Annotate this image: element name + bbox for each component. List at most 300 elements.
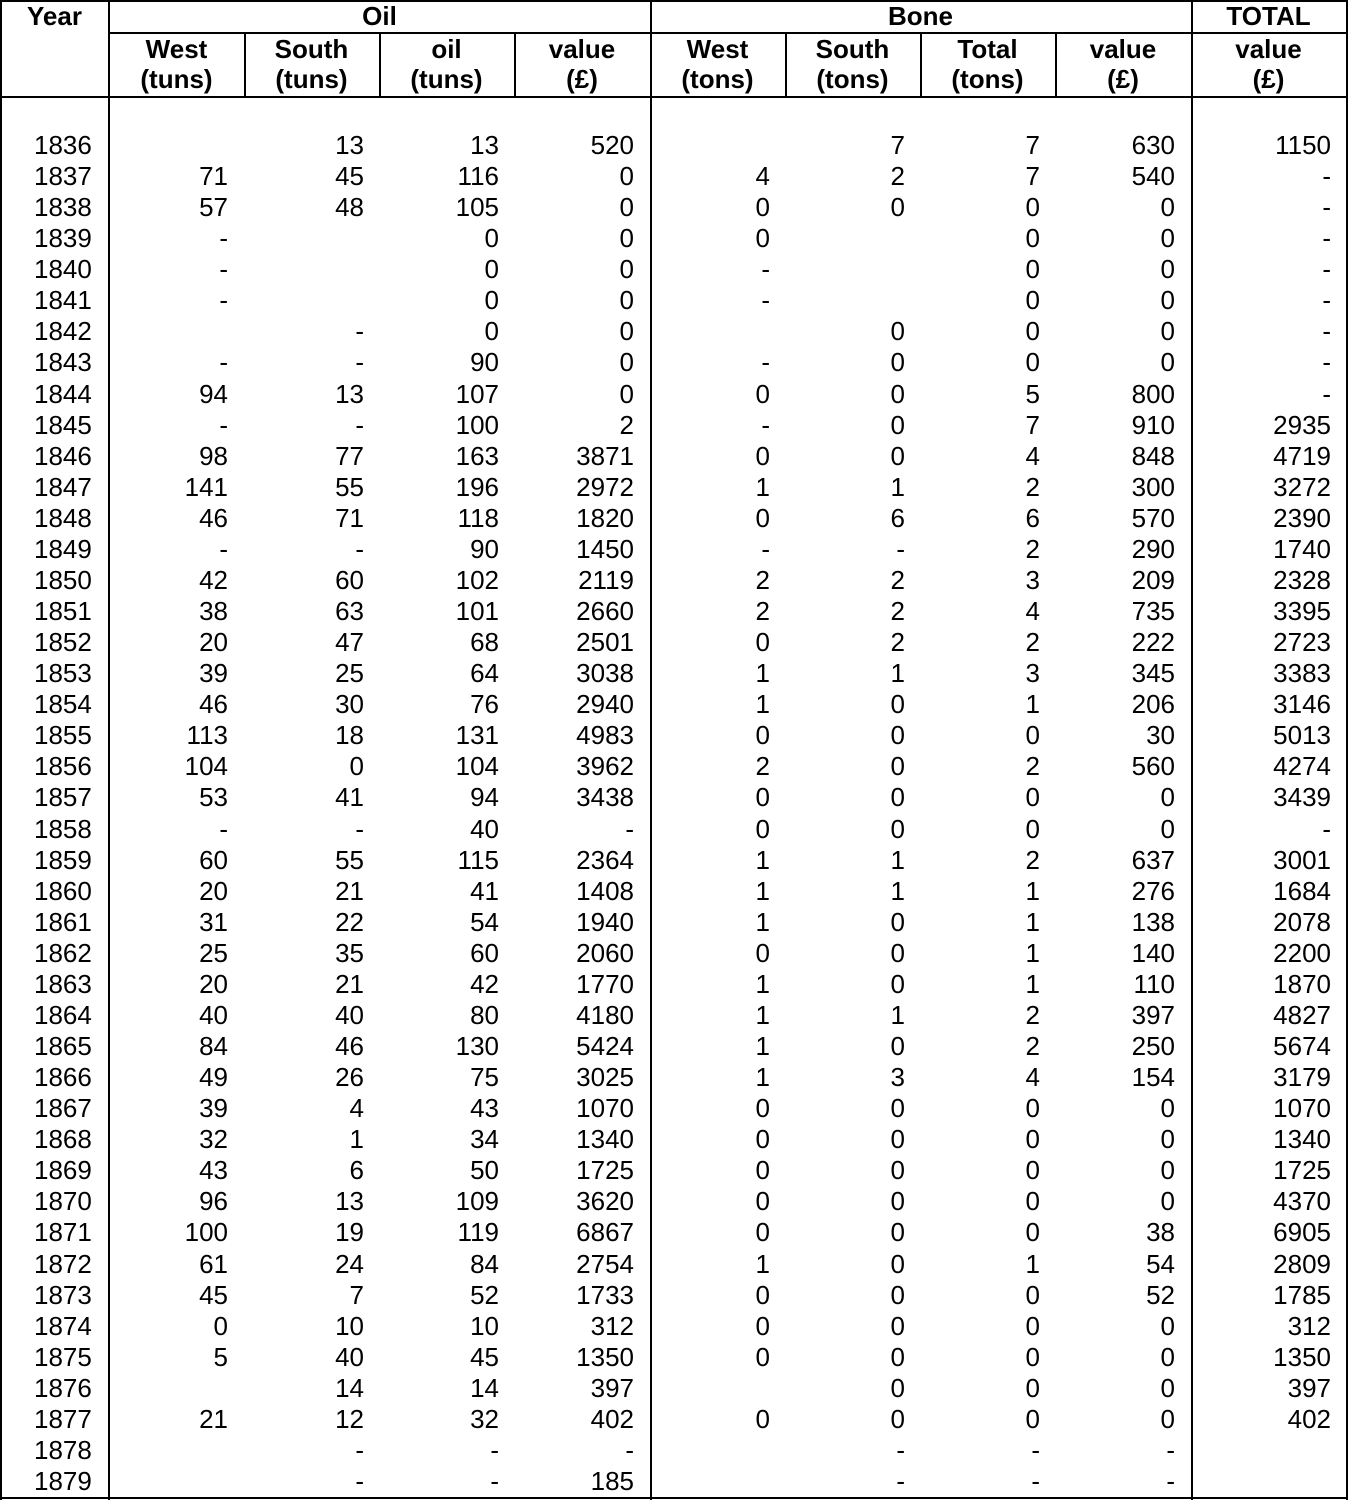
bone-value-cell: 250 bbox=[1131, 1031, 1175, 1062]
bone-total-cell: 2 bbox=[1025, 627, 1040, 658]
year-cell: 1863 bbox=[34, 968, 92, 999]
year-cell: 1864 bbox=[34, 999, 92, 1030]
year-cell: 1847 bbox=[34, 471, 92, 502]
oil-value-cell: 3620 bbox=[576, 1186, 634, 1217]
bone-south-cell: 1 bbox=[890, 844, 905, 875]
bone-total-cell: 1 bbox=[1025, 1248, 1040, 1279]
year-cell: 1861 bbox=[34, 906, 92, 937]
bone-south-cell: 1 bbox=[890, 471, 905, 502]
oil-total-cell: 116 bbox=[457, 161, 499, 192]
bone-total-cell: 7 bbox=[1025, 409, 1040, 440]
oil-total-cell: - bbox=[490, 1434, 499, 1465]
bone-south-cell: 0 bbox=[890, 1248, 905, 1279]
total-value-cell: - bbox=[1322, 254, 1331, 285]
oil-south-cell: 1 bbox=[349, 1124, 364, 1155]
bone-value-cell: 154 bbox=[1131, 1062, 1175, 1093]
oil-total-cell: 32 bbox=[470, 1403, 499, 1434]
bone-total-header bbox=[920, 34, 1055, 94]
bone-total-cell: 0 bbox=[1025, 1155, 1040, 1186]
bone-west-cell: 0 bbox=[755, 502, 770, 533]
oil-total-cell: 52 bbox=[470, 1279, 499, 1310]
bone-value-cell: 0 bbox=[1160, 782, 1175, 813]
total-value-cell: 1785 bbox=[1273, 1279, 1331, 1310]
bone-value-cell: - bbox=[1166, 1466, 1175, 1496]
oil-value-cell: 312 bbox=[590, 1310, 634, 1341]
oil-value-cell: 397 bbox=[590, 1372, 634, 1403]
oil-total-cell: - bbox=[490, 1466, 499, 1496]
oil-value-header-line1: value bbox=[548, 34, 616, 64]
year-cell: 1844 bbox=[34, 378, 92, 409]
total-value-cell: 312 bbox=[1287, 1310, 1331, 1341]
oil-value-cell: 185 bbox=[590, 1466, 634, 1496]
bone-value-cell: 52 bbox=[1146, 1279, 1175, 1310]
bone-west-header bbox=[650, 34, 785, 94]
oil-south-cell: 10 bbox=[335, 1310, 364, 1341]
oil-total-cell: 54 bbox=[470, 906, 499, 937]
oil-total-cell: 0 bbox=[484, 254, 499, 285]
bone-west-cell: 0 bbox=[755, 1186, 770, 1217]
oil-west-cell: 25 bbox=[199, 937, 228, 968]
total-value-cell: 5674 bbox=[1273, 1031, 1331, 1062]
year-cell: 1838 bbox=[34, 192, 92, 223]
bone-value-cell: 570 bbox=[1131, 502, 1175, 533]
oil-total-cell: 90 bbox=[470, 533, 499, 564]
bone-value-cell: 290 bbox=[1131, 533, 1175, 564]
year-cell: 1879 bbox=[34, 1466, 92, 1496]
oil-total-cell: 94 bbox=[470, 782, 499, 813]
bone-total-cell: 3 bbox=[1025, 564, 1040, 595]
oil-south-cell: 60 bbox=[335, 564, 364, 595]
bone-total-cell: 0 bbox=[1025, 223, 1040, 254]
oil-south-cell: 41 bbox=[335, 782, 364, 813]
bone-value-cell: 630 bbox=[1131, 130, 1175, 160]
oil-west-cell: 94 bbox=[199, 378, 228, 409]
bone-value-cell: 637 bbox=[1131, 844, 1175, 875]
total-value-cell: 5013 bbox=[1273, 720, 1331, 751]
bone-west-cell: 4 bbox=[755, 161, 770, 192]
total-value-cell: 1350 bbox=[1273, 1341, 1331, 1372]
bone-value-cell: 222 bbox=[1131, 627, 1175, 658]
bone-south-cell: 2 bbox=[890, 596, 905, 627]
oil-south-header-line2: (tuns) bbox=[275, 64, 348, 94]
bone-value-cell: 0 bbox=[1160, 1310, 1175, 1341]
bone-west-cell: 0 bbox=[755, 627, 770, 658]
year-header: Year bbox=[27, 1, 82, 31]
oil-west-cell: 46 bbox=[199, 502, 228, 533]
year-cell: 1843 bbox=[34, 347, 92, 378]
oil-total-cell: 90 bbox=[470, 347, 499, 378]
total-value-cell: 4827 bbox=[1273, 999, 1331, 1030]
oil-west-cell: 42 bbox=[199, 564, 228, 595]
oil-south-cell: 47 bbox=[335, 627, 364, 658]
oil-south-cell: 46 bbox=[335, 1031, 364, 1062]
oil-value-cell: 1340 bbox=[576, 1124, 634, 1155]
bone-west-cell: - bbox=[761, 254, 770, 285]
year-cell: 1878 bbox=[34, 1434, 92, 1465]
oil-total-cell: 60 bbox=[470, 937, 499, 968]
year-cell: 1872 bbox=[34, 1248, 92, 1279]
bone-south-cell: 0 bbox=[890, 1341, 905, 1372]
bone-south-cell: 0 bbox=[890, 813, 905, 844]
oil-value-cell: 0 bbox=[619, 223, 634, 254]
oil-value-cell: 4983 bbox=[576, 720, 634, 751]
bone-value-cell: 0 bbox=[1160, 254, 1175, 285]
year-cell: 1867 bbox=[34, 1093, 92, 1124]
oil-south-cell: - bbox=[355, 1466, 364, 1496]
bone-south-header bbox=[785, 34, 920, 94]
oil-south-header bbox=[244, 34, 379, 94]
total-value-cell: 397 bbox=[1287, 1372, 1331, 1403]
bone-west-cell: 0 bbox=[755, 1403, 770, 1434]
bone-south-cell: 6 bbox=[890, 502, 905, 533]
bone-west-cell: 1 bbox=[755, 875, 770, 906]
year-cell: 1845 bbox=[34, 409, 92, 440]
bone-value-cell: 140 bbox=[1131, 937, 1175, 968]
bone-total-cell: 5 bbox=[1025, 378, 1040, 409]
header-bottom-rule bbox=[0, 96, 1348, 98]
oil-total-cell: 101 bbox=[455, 596, 499, 627]
year-cell: 1840 bbox=[34, 254, 92, 285]
total-value-cell: 3272 bbox=[1273, 471, 1331, 502]
oil-total-header-line2: (tuns) bbox=[410, 64, 483, 94]
year-cell: 1856 bbox=[34, 751, 92, 782]
bone-south-cell: 1 bbox=[890, 999, 905, 1030]
oil-total-cell: 34 bbox=[470, 1124, 499, 1155]
oil-west-cell: - bbox=[219, 347, 228, 378]
bone-south-cell: 0 bbox=[890, 689, 905, 720]
bone-total-cell: 0 bbox=[1025, 1217, 1040, 1248]
bone-south-cell: - bbox=[896, 1434, 905, 1465]
oil-south-cell: - bbox=[355, 1434, 364, 1465]
oil-total-cell: 14 bbox=[470, 1372, 499, 1403]
total-value-cell: 3146 bbox=[1273, 689, 1331, 720]
oil-value-cell: 3038 bbox=[576, 658, 634, 689]
bone-south-cell: 0 bbox=[890, 192, 905, 223]
year-cell: 1848 bbox=[34, 502, 92, 533]
bone-value-cell: 206 bbox=[1131, 689, 1175, 720]
year-cell: 1849 bbox=[34, 533, 92, 564]
oil-south-cell: 12 bbox=[335, 1403, 364, 1434]
bone-total-cell: 1 bbox=[1025, 689, 1040, 720]
bone-value-cell: 138 bbox=[1131, 906, 1175, 937]
total-value-cell: 1870 bbox=[1273, 968, 1331, 999]
bone-west-cell: 0 bbox=[755, 1217, 770, 1248]
oil-west-cell: 40 bbox=[199, 999, 228, 1030]
oil-total-header bbox=[379, 34, 514, 94]
bone-west-cell: 1 bbox=[755, 658, 770, 689]
bone-west-cell: 0 bbox=[755, 782, 770, 813]
oil-total-cell: 109 bbox=[455, 1186, 499, 1217]
bone-west-cell: 1 bbox=[755, 844, 770, 875]
bone-value-cell: 276 bbox=[1131, 875, 1175, 906]
bone-total-cell: - bbox=[1031, 1434, 1040, 1465]
oil-value-cell: - bbox=[625, 813, 634, 844]
oil-south-cell: 77 bbox=[335, 440, 364, 471]
year-cell: 1836 bbox=[34, 130, 92, 160]
oil-west-cell: 113 bbox=[186, 720, 228, 751]
oil-value-cell: 1820 bbox=[576, 502, 634, 533]
oil-west-cell: 100 bbox=[184, 1217, 228, 1248]
bone-west-cell: 2 bbox=[755, 751, 770, 782]
bone-west-cell: - bbox=[761, 533, 770, 564]
year-cell: 1857 bbox=[34, 782, 92, 813]
bone-south-cell: 1 bbox=[890, 658, 905, 689]
year-cell: 1865 bbox=[34, 1031, 92, 1062]
total-value-cell: - bbox=[1322, 192, 1331, 223]
oil-total-cell: 45 bbox=[470, 1341, 499, 1372]
oil-total-cell: 43 bbox=[470, 1093, 499, 1124]
bone-west-cell: 0 bbox=[755, 813, 770, 844]
bone-total-cell: 7 bbox=[1025, 130, 1040, 160]
bone-west-cell: 0 bbox=[755, 937, 770, 968]
oil-total-cell: 196 bbox=[455, 471, 499, 502]
bone-south-cell: 0 bbox=[890, 1372, 905, 1403]
year-cell: 1853 bbox=[34, 658, 92, 689]
bone-value-cell: 0 bbox=[1160, 223, 1175, 254]
bone-total-cell: 0 bbox=[1025, 1093, 1040, 1124]
bone-value-cell: 0 bbox=[1160, 347, 1175, 378]
oil-group-header: Oil bbox=[362, 1, 397, 31]
bone-value-cell: 110 bbox=[1133, 968, 1175, 999]
oil-south-cell: 13 bbox=[335, 130, 364, 160]
bone-south-cell: - bbox=[896, 1466, 905, 1496]
oil-south-cell: 13 bbox=[335, 1186, 364, 1217]
oil-south-cell: 19 bbox=[335, 1217, 364, 1248]
oil-west-cell: - bbox=[219, 254, 228, 285]
oil-south-cell: 45 bbox=[335, 161, 364, 192]
bone-total-cell: 1 bbox=[1025, 875, 1040, 906]
oil-west-cell: - bbox=[219, 813, 228, 844]
bone-south-cell: 0 bbox=[890, 1186, 905, 1217]
oil-total-cell: 40 bbox=[470, 813, 499, 844]
oil-value-cell: 2754 bbox=[576, 1248, 634, 1279]
bone-south-cell: 2 bbox=[890, 161, 905, 192]
bone-total-cell: 0 bbox=[1025, 347, 1040, 378]
bone-total-divider bbox=[1191, 0, 1193, 1500]
bone-total-cell: 0 bbox=[1025, 1186, 1040, 1217]
oil-value-cell: 1070 bbox=[576, 1093, 634, 1124]
total-value-cell: 1340 bbox=[1273, 1124, 1331, 1155]
total-value-cell: 1070 bbox=[1273, 1093, 1331, 1124]
oil-value-cell: 0 bbox=[619, 285, 634, 316]
bone-total-cell: - bbox=[1031, 1466, 1040, 1496]
oil-total-cell: 0 bbox=[484, 285, 499, 316]
oil-west-cell: 20 bbox=[199, 875, 228, 906]
oil-value-cell: 2501 bbox=[576, 627, 634, 658]
oil-value-cell: 0 bbox=[619, 347, 634, 378]
oil-west-header-line2: (tuns) bbox=[140, 64, 213, 94]
oil-west-cell: 32 bbox=[199, 1124, 228, 1155]
bone-value-cell: 0 bbox=[1160, 1372, 1175, 1403]
bone-south-cell: 3 bbox=[890, 1062, 905, 1093]
oil-south-cell: - bbox=[355, 533, 364, 564]
bone-value-cell: 0 bbox=[1160, 1093, 1175, 1124]
oil-total-cell: 84 bbox=[470, 1248, 499, 1279]
oil-west-header bbox=[109, 34, 244, 94]
total-value-cell: 402 bbox=[1287, 1403, 1331, 1434]
oil-value-cell: 2364 bbox=[576, 844, 634, 875]
bone-west-cell: - bbox=[761, 285, 770, 316]
oil-south-cell: 63 bbox=[335, 596, 364, 627]
bone-value-cell: 0 bbox=[1160, 813, 1175, 844]
bone-west-cell: 1 bbox=[755, 471, 770, 502]
oil-west-cell: 71 bbox=[199, 161, 228, 192]
oil-value-cell: 1725 bbox=[576, 1155, 634, 1186]
oil-south-cell: - bbox=[355, 347, 364, 378]
oil-value-header bbox=[514, 34, 650, 94]
bone-total-cell: 4 bbox=[1025, 440, 1040, 471]
year-cell: 1877 bbox=[34, 1403, 92, 1434]
bone-south-cell: - bbox=[896, 533, 905, 564]
total-value-cell: 4370 bbox=[1273, 1186, 1331, 1217]
oil-south-cell: 55 bbox=[335, 471, 364, 502]
bone-west-cell: - bbox=[761, 409, 770, 440]
oil-value-cell: 2972 bbox=[576, 471, 634, 502]
bone-west-header-line1: West bbox=[686, 34, 749, 64]
oil-west-cell: 0 bbox=[213, 1310, 228, 1341]
oil-bone-divider bbox=[650, 0, 652, 1500]
bone-west-header-line2: (tons) bbox=[681, 64, 754, 94]
year-cell: 1850 bbox=[34, 564, 92, 595]
bottom-border bbox=[0, 1497, 1348, 1499]
bone-total-cell: 0 bbox=[1025, 1310, 1040, 1341]
total-value-cell: 3001 bbox=[1273, 844, 1331, 875]
bone-value-cell: 0 bbox=[1160, 285, 1175, 316]
bone-value-cell: 0 bbox=[1160, 316, 1175, 347]
bone-total-header-line1: Total bbox=[957, 34, 1018, 64]
bone-south-cell: 0 bbox=[890, 440, 905, 471]
oil-value-cell: 1940 bbox=[576, 906, 634, 937]
total-value-cell: 2809 bbox=[1273, 1248, 1331, 1279]
oil-south-cell: 13 bbox=[335, 378, 364, 409]
oil-south-cell: - bbox=[355, 316, 364, 347]
total-value-cell: 1725 bbox=[1273, 1155, 1331, 1186]
oil-value-cell: 3962 bbox=[576, 751, 634, 782]
bone-total-cell: 2 bbox=[1025, 999, 1040, 1030]
oil-south-cell: 18 bbox=[335, 720, 364, 751]
bone-south-cell: 0 bbox=[890, 968, 905, 999]
bone-south-cell: 0 bbox=[890, 1217, 905, 1248]
oil-south-cell: 14 bbox=[335, 1372, 364, 1403]
oil-total-cell: 118 bbox=[457, 502, 499, 533]
bone-total-cell: 0 bbox=[1025, 1372, 1040, 1403]
total-value-cell: 2723 bbox=[1273, 627, 1331, 658]
bone-total-cell: 2 bbox=[1025, 1031, 1040, 1062]
total-value-cell: 2078 bbox=[1273, 906, 1331, 937]
bone-value-header-line2: (£) bbox=[1107, 64, 1139, 94]
oil-total-cell: 105 bbox=[455, 192, 499, 223]
bone-south-cell: 0 bbox=[890, 782, 905, 813]
bone-total-cell: 6 bbox=[1025, 502, 1040, 533]
total-value-cell: - bbox=[1322, 316, 1331, 347]
oil-total-cell: 115 bbox=[457, 844, 499, 875]
oil-south-cell: 25 bbox=[335, 658, 364, 689]
oil-south-cell: 71 bbox=[335, 502, 364, 533]
year-cell: 1839 bbox=[34, 223, 92, 254]
oil-total-cell: 0 bbox=[484, 223, 499, 254]
bone-west-cell: 0 bbox=[755, 378, 770, 409]
bone-total-cell: 1 bbox=[1025, 906, 1040, 937]
oil-south-cell: 40 bbox=[335, 1341, 364, 1372]
bone-total-cell: 7 bbox=[1025, 161, 1040, 192]
oil-total-cell: 130 bbox=[455, 1031, 499, 1062]
total-value-cell: 3439 bbox=[1273, 782, 1331, 813]
total-group-header: TOTAL bbox=[1226, 1, 1311, 31]
bone-total-cell: 0 bbox=[1025, 192, 1040, 223]
oil-value-cell: 2940 bbox=[576, 689, 634, 720]
total-value-cell: 1150 bbox=[1275, 130, 1331, 160]
oil-south-cell: 30 bbox=[335, 689, 364, 720]
bone-value-cell: 345 bbox=[1131, 658, 1175, 689]
bone-value-cell: 300 bbox=[1131, 471, 1175, 502]
oil-west-cell: 98 bbox=[199, 440, 228, 471]
oil-west-cell: 31 bbox=[199, 906, 228, 937]
total-value-cell: 3383 bbox=[1273, 658, 1331, 689]
oil-west-cell: - bbox=[219, 533, 228, 564]
bone-west-cell: 0 bbox=[755, 1093, 770, 1124]
oil-total-cell: 0 bbox=[484, 316, 499, 347]
bone-west-cell: 1 bbox=[755, 1031, 770, 1062]
year-cell: 1870 bbox=[34, 1186, 92, 1217]
year-cell: 1837 bbox=[34, 161, 92, 192]
bone-south-cell: 0 bbox=[890, 720, 905, 751]
oil-west-cell: 141 bbox=[184, 471, 228, 502]
oil-west-cell: - bbox=[219, 223, 228, 254]
oil-south-cell: 21 bbox=[335, 968, 364, 999]
bone-west-cell: 1 bbox=[755, 999, 770, 1030]
oil-south-cell: 48 bbox=[335, 192, 364, 223]
bone-south-cell: 0 bbox=[890, 1031, 905, 1062]
year-cell: 1862 bbox=[34, 937, 92, 968]
bone-west-cell: 2 bbox=[755, 596, 770, 627]
bone-value-header-line1: value bbox=[1089, 34, 1157, 64]
oil-total-cell: 131 bbox=[455, 720, 499, 751]
oil-total-cell: 100 bbox=[455, 409, 499, 440]
oil-value-cell: 0 bbox=[619, 378, 634, 409]
bone-west-cell: 0 bbox=[755, 1155, 770, 1186]
bone-west-cell: 1 bbox=[755, 1248, 770, 1279]
oil-south-cell: 24 bbox=[335, 1248, 364, 1279]
bone-value-cell: 38 bbox=[1146, 1217, 1175, 1248]
bone-west-cell: 0 bbox=[755, 1124, 770, 1155]
oil-value-header-line2: (£) bbox=[566, 64, 598, 94]
oil-total-cell: 75 bbox=[470, 1062, 499, 1093]
year-cell: 1868 bbox=[34, 1124, 92, 1155]
bone-total-cell: 2 bbox=[1025, 533, 1040, 564]
oil-south-cell: 40 bbox=[335, 999, 364, 1030]
oil-total-cell: 13 bbox=[470, 130, 499, 160]
year-cell: 1855 bbox=[34, 720, 92, 751]
total-value-cell: - bbox=[1322, 285, 1331, 316]
oil-total-cell: 104 bbox=[455, 751, 499, 782]
total-value-cell: - bbox=[1322, 223, 1331, 254]
oil-west-cell: 61 bbox=[199, 1248, 228, 1279]
bone-total-cell: 0 bbox=[1025, 1341, 1040, 1372]
year-cell: 1859 bbox=[34, 844, 92, 875]
bone-total-cell: 4 bbox=[1025, 1062, 1040, 1093]
oil-total-cell: 107 bbox=[455, 378, 499, 409]
bone-west-cell: 1 bbox=[755, 968, 770, 999]
oil-west-cell: 53 bbox=[199, 782, 228, 813]
oil-west-cell: 39 bbox=[199, 1093, 228, 1124]
oil-west-cell: 39 bbox=[199, 658, 228, 689]
oil-value-cell: 2119 bbox=[578, 564, 634, 595]
oil-south-cell: 7 bbox=[349, 1279, 364, 1310]
oil-value-cell: 1733 bbox=[576, 1279, 634, 1310]
oil-value-cell: 1408 bbox=[576, 875, 634, 906]
bone-west-cell: 1 bbox=[755, 689, 770, 720]
bone-west-cell: 0 bbox=[755, 720, 770, 751]
